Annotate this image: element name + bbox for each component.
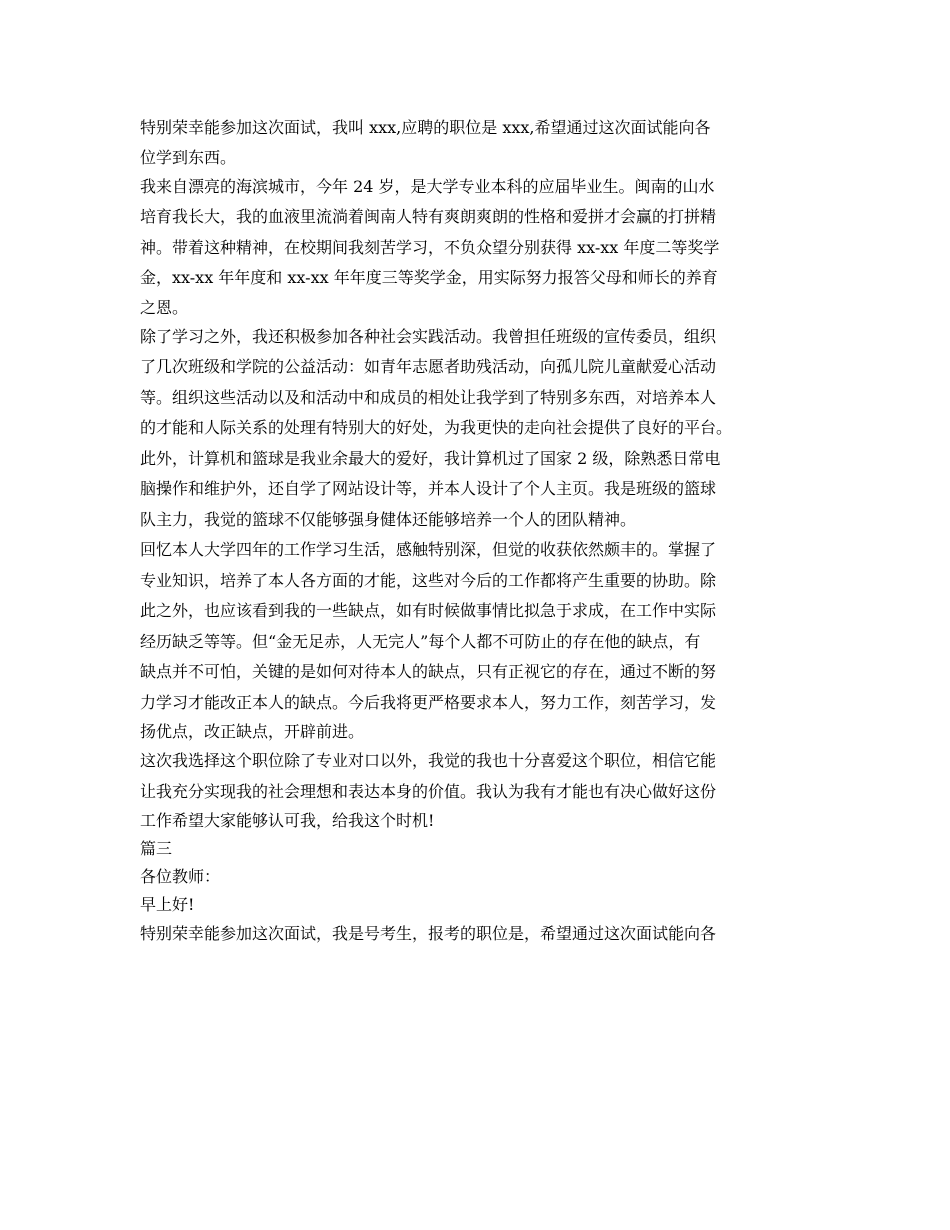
text-line: 让我充分实现我的社会理想和表达本身的价值。我认为我有才能也有决心做好这份 xyxy=(140,781,717,801)
text-line: 了几次班级和学院的公益活动：如青年志愿者助残活动，向孤儿院儿童献爱心活动 xyxy=(140,357,717,376)
text-line: 的才能和人际关系的处理有特别大的好处，为我更快的走向社会提供了良好的平台。 xyxy=(140,418,733,437)
text-line: 之恩。 xyxy=(140,297,189,317)
text-line: 力学习才能改正本人的缺点。今后我将更严格要求本人，努力工作，刻苦学习，发 xyxy=(140,692,717,712)
text-line: 金，xx-xx 年年度和 xx-xx 年年度三等奖学金，用实际努力报答父母和师长的养育 xyxy=(140,268,718,287)
text-line: 我来自漂亮的海滨城市，今年 24 岁，是大学专业本科的应届毕业生。闽南的山水 xyxy=(140,176,715,196)
text-line: 经历缺乏等等。但“金无足赤，人无完人”每个人都不可防止的存在他的缺点，有 xyxy=(140,631,701,651)
text-line: 扬优点，改正缺点，开辟前进。 xyxy=(140,722,365,741)
text-line: 脑操作和维护外，还自学了网站设计等，并本人设计了个人主页。我是班级的篮球 xyxy=(140,479,717,498)
greeting: 早上好! xyxy=(140,895,195,914)
text-line: 培育我长大，我的血液里流淌着闽南人特有爽朗爽朗的性格和爱拼才会赢的打拼精 xyxy=(140,207,717,226)
text-line: 此之外，也应该看到我的一些缺点，如有时候做事情比拟急于求成，在工作中实际 xyxy=(140,601,717,620)
text-line: 队主力，我觉的篮球不仅能够强身健体还能够培养一个人的团队精神。 xyxy=(140,509,637,529)
text-line: 除了学习之外，我还积极参加各种社会实践活动。我曾担任班级的宣传委员，组织 xyxy=(140,326,717,346)
text-line: 此外，计算机和篮球是我业余最大的爱好，我计算机过了国家 2 级，除熟悉日常电 xyxy=(140,448,721,468)
text-line: 这次我选择这个职位除了专业对口以外，我觉的我也十分喜爱这个职位，相信它能 xyxy=(140,751,717,770)
document-body xyxy=(140,113,820,950)
text-line: 专业知识，培养了本人各方面的才能，这些对今后的工作都将产生重要的协助。除 xyxy=(140,570,717,590)
text-line: 特别荣幸能参加这次面试，我叫 xxx,应聘的职位是 xxx,希望通过这次面试能向各 xyxy=(140,118,711,137)
text-line: 特别荣幸能参加这次面试，我是号考生，报考的职位是，希望通过这次面试能向各 xyxy=(140,924,717,943)
text-line: 缺点并不可怕，关键的是如何对待本人的缺点，只有正视它的存在，通过不断的努 xyxy=(140,662,717,681)
text-line: 回忆本人大学四年的工作学习生活，感触特别深，但觉的收获依然颇丰的。掌握了 xyxy=(140,540,717,559)
text-line: 等。组织这些活动以及和活动中和成员的相处让我学到了特别多东西，对培养本人 xyxy=(140,387,717,407)
text-line: 神。带着这种精神，在校期间我刻苦学习，不负众望分别获得 xx-xx 年度二等奖学 xyxy=(140,237,720,257)
salutation: 各位教师： xyxy=(140,867,221,886)
section-heading: 篇三 xyxy=(140,839,173,858)
text-line: 位学到东西。 xyxy=(140,147,237,167)
text-line: 工作希望大家能够认可我，给我这个时机! xyxy=(140,811,435,830)
